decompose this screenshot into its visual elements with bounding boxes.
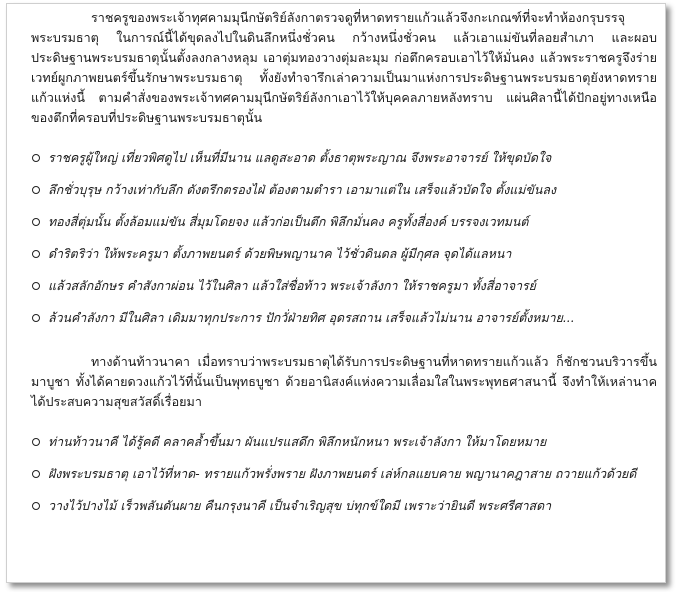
verse-text: ฝังพระบรมธาตุ เอาไว้ที่หาด- ทรายแก้วพรั่งพราย ฝังภาพยนตร์ เล่ห์กลแยบคาย พญานาคฎาสาย ถวายแก้วด้วยดี (48, 465, 637, 481)
verse-line (31, 238, 657, 270)
bullet-icon (32, 186, 40, 194)
verse-line (31, 270, 657, 302)
document-body (31, 8, 657, 522)
verse-line (31, 142, 657, 174)
verse-text: ราชครูผู้ใหญ่ เที่ยวพิศดูไป เห็นที่มีนาน แลดูสะอาด ตั้งธาตุพระญาณ จึงพระอาจารย์ ให้ขุดบัดใจ (48, 149, 552, 165)
bullet-icon (32, 502, 40, 510)
paragraph-naga: ทางด้านท้าวนาคา เมื่อทราบว่าพระบรมธาตุได้รับการประดิษฐานที่หาดทรายแก้วแล้ว ก็ชักชวนบริวารขึ้นมาบูชา ทั้งได้คายดวงแก้วไว้ที่นั้นเป็นพุทธบูชา ด้วยอานิสงค์แห่งความเลื่อมใสในพระพุทธศาสนานี้ จึงทำให้เหล่านาคได้ประสบความสุขสวัสดิ์เรื่อยมา (31, 354, 657, 409)
verse-text: ล้วนคำลังกา มีในศิลา เดิมมาทุกประการ ปักวั่ฝ่ายทิศ อุดรสถาน เสร็จแล้วไม่นาน อาจารย์ตั้งหมาย... (48, 309, 575, 325)
verse-list-2 (31, 426, 657, 522)
bullet-icon (32, 218, 40, 226)
verse-list-1 (31, 142, 657, 334)
verse-text: แล้วสลักอักษร คำสังกาผ่อน ไว้ในศิลา แล้วใส่ชื่อท้าว พระเจ้าลังกา ให้ราชครูมา ทั้งสี่อาจารย์ (48, 277, 536, 293)
bullet-icon (32, 470, 40, 478)
bullet-icon (32, 438, 40, 446)
bullet-icon (32, 314, 40, 322)
bullet-icon (32, 250, 40, 258)
verse-line (31, 206, 657, 238)
verse-line (31, 302, 657, 334)
verse-line (31, 174, 657, 206)
verse-text: วางไว้ปางไม้ เร็วพลันดันผาย คืนกรุงนาคี เป็นจำเริญสุข บ่ทุกข์ใดมี เพราะว่ายินดี พระศรีศาสดา (48, 497, 552, 513)
bullet-icon (32, 282, 40, 290)
paragraph-intro: ราชครูของพระเจ้าทุศคามมุนีกษัตริย์ลังกาตรวจดูที่หาดทรายแก้วแล้วจึงกะเกณฑ์ที่จะทำห้องกรุบรรจุพระบรมธาตุ ในการณ์นี้ได้ขุดลงไปในดินลึกหนึ่งชั่วคน กว้างหนึ่งชั่วคน แล้วเอาแม่ขันที่ลอยสำเภา และผอบประดิษฐานพระบรมธาตุนั้นตั้งลงกลางหลุม เอาตุ่มทองวางตุ่มละมุม ก่อตึกครอบเอาไว้ให้มั่นคง แล้วพระราชครูจึงร่ายเวทย์ผูกภาพยนตร์ขึ้นรักษาพระบรมธาตุ ทั้งยังทำจารึกเล่าความเป็นมาแห่งการประดิษฐานพระบรมธาตุยังหาดทรายแก้วแห่งนี้ ตามคำสั่งของพระเจ้าทศคามมุนีกษัตริย์ลังกาเอาไว้ให้บุคคลภายหลังทราบ แผ่นศิลานี้ได้ปักอยู่ทางเหนือของตึกที่ครอบที่ประดิษฐานพระบรมธาตุนั้น (31, 10, 657, 125)
verse-text: ดำริตริว่า ให้พระครูมา ตั้งภาพยนตร์ ด้วยพิษพญานาค ไว้ชั่วดินดล ผู้มีกุศล จุดได้แลหนา (48, 245, 512, 261)
document-frame (6, 3, 666, 583)
verse-text: ลึกชั่วบุรุษ กว้างเท่ากับลึก ดังตรึกตรองไฝ่ ต้องตามตำรา เอามาแต่ใน เสร็จแล้วบัดใจ ตั้งแม่ขันลง (48, 181, 557, 197)
verse-line (31, 490, 657, 522)
verse-text: ทองสี่ตุ่มนั้น ตั้งล้อมแม่ขัน สี่มุมโดยจง แล้วก่อเป็นตึก พิลึกมั่นคง ครูทั้งสี่องค์ บรรจงเวทมนต์ (48, 213, 529, 229)
bullet-icon (32, 154, 40, 162)
verse-line (31, 458, 657, 490)
verse-line (31, 426, 657, 458)
verse-text: ท่านท้าวนาคี ได้รู้คดี คลาคล้ำขึ้นมา ผันแปรแสดึก พิลึกหนักหนา พระเจ้าลังกา ให้มาโดยหมาย (48, 433, 547, 449)
